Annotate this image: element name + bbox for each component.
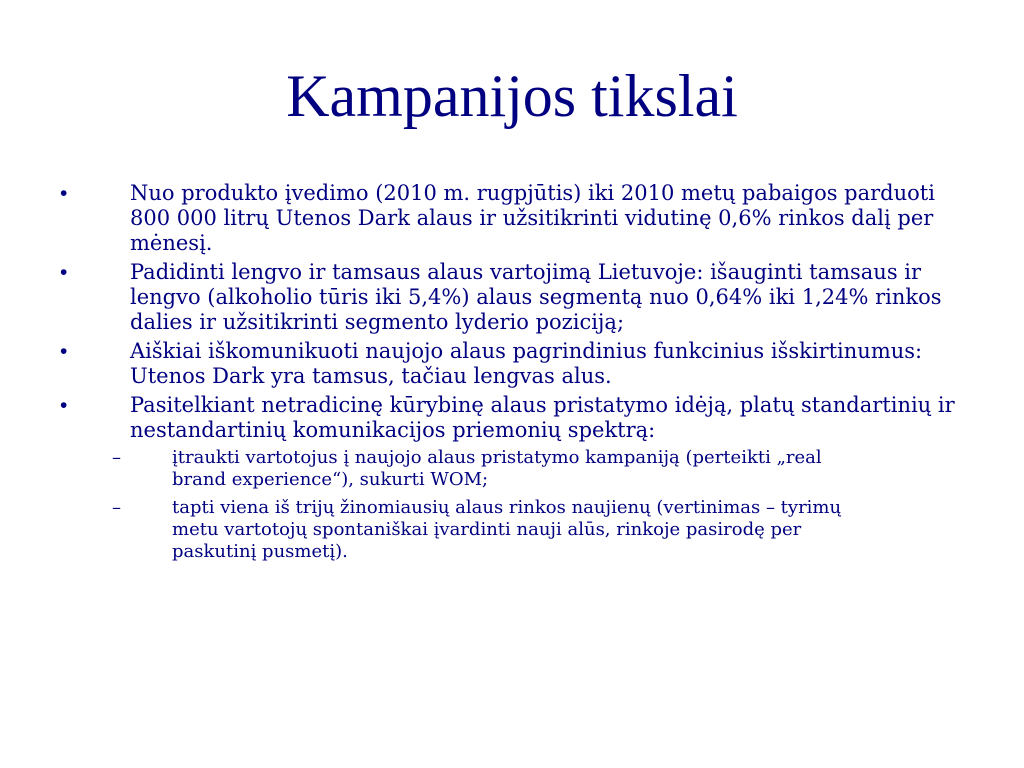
slide-content bbox=[0, 181, 1024, 569]
bullet-mark: • bbox=[60, 261, 68, 284]
sub-bullet-item bbox=[0, 447, 964, 491]
bullet-text: Padidinti lengvo ir tamsaus alaus vartojimą Lietuvoje: išauginti tamsaus ir lengvo (alkoholio tūris iki 5,4%) alaus segmentą nuo 0,64% iki 1,24% rinkos dalies ir užsitikrinti segmento lyderio poziciją; bbox=[130, 260, 942, 334]
bullet-text: Nuo produkto įvedimo (2010 m. rugpjūtis) iki 2010 metų pabaigos parduoti 800 000 litrų Utenos Dark alaus ir užsitikrinti vidutinę 0,6% rinkos dalį per mėnesį. bbox=[130, 181, 935, 255]
sub-bullet-list bbox=[0, 447, 964, 563]
bullet-item bbox=[0, 393, 1024, 563]
sub-bullet-text: tapti viena iš trijų žinomiausių alaus rinkos naujienų (vertinimas – tyrimų metu vartotojų spontaniškai įvardinti nauji alūs, rinkoje pasirodę per paskutinį pusmetį). bbox=[172, 497, 842, 562]
bullet-item bbox=[0, 260, 1024, 335]
bullet-mark: • bbox=[60, 394, 68, 417]
sub-bullet-text: įtraukti vartotojus į naujojo alaus pristatymo kampaniją (perteikti „real brand experience“), sukurti WOM; bbox=[172, 447, 822, 490]
bullet-mark: • bbox=[60, 182, 68, 205]
dash-mark: – bbox=[112, 447, 121, 468]
bullet-text: Pasitelkiant netradicinę kūrybinę alaus pristatymo idėją, platų standartinių ir nestandartinių komunikacijos priemonių spektrą: bbox=[130, 393, 955, 442]
bullet-text: Aiškiai iškomunikuoti naujojo alaus pagrindinius funkcinius išskirtinumus: Utenos Dark yra tamsus, tačiau lengvas alus. bbox=[130, 339, 923, 388]
bullet-item bbox=[0, 339, 1024, 389]
bullet-item bbox=[0, 181, 1024, 256]
sub-bullet-item bbox=[0, 497, 964, 563]
bullet-mark: • bbox=[60, 340, 68, 363]
slide-title: Kampanijos tikslai bbox=[286, 63, 738, 129]
bullet-list bbox=[0, 181, 1024, 563]
dash-mark: – bbox=[112, 497, 121, 518]
